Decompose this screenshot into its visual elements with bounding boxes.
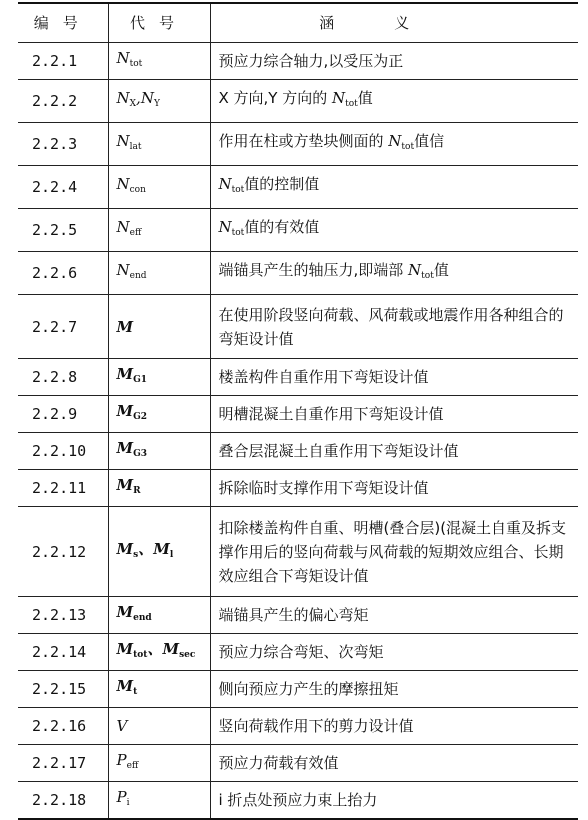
row-symbol <box>108 507 210 597</box>
symbol-letter: N <box>116 218 130 236</box>
symbol-subscript-2: Y <box>153 99 160 109</box>
table-row <box>18 209 578 252</box>
row-number: 2.2.6 <box>18 252 108 295</box>
symbol-letter: M <box>116 640 134 658</box>
row-meaning <box>210 470 578 507</box>
symbol-subscript: lat <box>129 142 142 152</box>
symbol-letter: P <box>116 788 127 806</box>
symbol-letter: M <box>116 539 134 558</box>
meaning-symbol-letter: N <box>218 175 232 193</box>
meaning-symbol-letter: N <box>408 261 422 279</box>
table-row <box>18 597 578 634</box>
meaning-text-a: 端锚具产生的轴压力,即端部 <box>218 261 409 279</box>
table-row <box>18 745 578 782</box>
row-meaning <box>210 745 578 782</box>
row-number: 2.2.15 <box>18 671 108 708</box>
symbol-subscript: G2 <box>133 412 148 422</box>
meaning-text: 拆除临时支撑作用下弯矩设计值 <box>218 479 429 497</box>
symbol-subscript: tot <box>129 59 143 69</box>
symbol-letter: M <box>116 603 134 621</box>
row-number: 2.2.10 <box>18 433 108 470</box>
symbol-letter: N <box>116 49 130 67</box>
row-meaning <box>210 507 578 597</box>
row-symbol <box>108 396 210 433</box>
meaning-text: 在使用阶段竖向荷载、风荷载或地震作用各种组合的弯矩设计值 <box>218 305 564 348</box>
symbol-subscript: end <box>133 613 152 623</box>
symbol-subscript-2: sec <box>179 650 196 660</box>
meaning-text: 明槽混凝土自重作用下弯矩设计值 <box>218 405 444 423</box>
row-meaning <box>210 359 578 396</box>
row-symbol <box>108 252 210 295</box>
meaning-symbol-subscript: tot <box>401 142 415 152</box>
row-meaning <box>210 80 578 123</box>
symbol-letter: N <box>116 89 130 107</box>
meaning-symbol-subscript: tot <box>421 271 434 281</box>
table-row <box>18 470 578 507</box>
symbol-subscript: t <box>133 687 138 697</box>
symbol-letter: N <box>116 132 130 150</box>
table-row <box>18 433 578 470</box>
row-number: 2.2.17 <box>18 745 108 782</box>
table-row <box>18 295 578 359</box>
meaning-text: 竖向荷载作用下的剪力设计值 <box>218 717 414 735</box>
row-meaning <box>210 597 578 634</box>
table-row <box>18 671 578 708</box>
table-row <box>18 782 578 820</box>
meaning-text: 楼盖构件自重作用下弯矩设计值 <box>218 368 429 386</box>
table-header-row <box>18 3 578 43</box>
row-meaning <box>210 209 578 252</box>
meaning-symbol <box>219 175 245 193</box>
row-number: 2.2.9 <box>18 396 108 433</box>
meaning-text: 端锚具产生的偏心弯矩 <box>218 606 369 624</box>
symbol-letter-2: M <box>153 539 170 558</box>
symbol-subscript: eff <box>126 761 139 771</box>
table-row <box>18 634 578 671</box>
meaning-symbol-letter: N <box>218 218 232 236</box>
row-number: 2.2.7 <box>18 295 108 359</box>
row-symbol <box>108 745 210 782</box>
row-meaning <box>210 634 578 671</box>
row-number: 2.2.4 <box>18 166 108 209</box>
row-number: 2.2.8 <box>18 359 108 396</box>
meaning-text: 扣除楼盖构件自重、明槽(叠合层)(混凝土自重及拆支撑作用后的竖向荷载与风荷载的短期效应组合、长期效应组合下弯矩设计值 <box>218 518 567 585</box>
symbol-letter: M <box>116 476 134 494</box>
header-number: 编号 <box>18 3 108 43</box>
meaning-text: 预应力荷载有效值 <box>218 754 339 772</box>
meaning-symbol-subscript: tot <box>345 99 358 109</box>
row-symbol <box>108 209 210 252</box>
table-row <box>18 80 578 123</box>
table-row <box>18 43 578 80</box>
row-number: 2.2.3 <box>18 123 108 166</box>
meaning-text-b: 值的控制值 <box>244 175 320 193</box>
symbol-subscript: G1 <box>133 375 148 385</box>
row-number: 2.2.11 <box>18 470 108 507</box>
row-meaning <box>210 166 578 209</box>
row-number: 2.2.18 <box>18 782 108 820</box>
row-meaning <box>210 671 578 708</box>
meaning-text: 预应力综合弯矩、次弯矩 <box>218 643 384 661</box>
symbol-subscript: R <box>133 486 141 496</box>
row-symbol <box>108 166 210 209</box>
row-symbol <box>108 782 210 820</box>
symbol-separator: 、 <box>147 640 163 658</box>
row-symbol <box>108 708 210 745</box>
symbol-letter: P <box>116 751 127 769</box>
symbol-subscript: X <box>129 99 137 109</box>
row-meaning <box>210 123 578 166</box>
symbol-separator: 、 <box>138 539 154 558</box>
meaning-symbol <box>219 218 245 236</box>
row-number: 2.2.12 <box>18 507 108 597</box>
row-meaning <box>210 433 578 470</box>
symbol-subscript: tot <box>133 650 148 660</box>
symbol-separator: , <box>136 89 141 107</box>
symbol-letter: M <box>116 317 134 336</box>
symbol-subscript: G3 <box>133 449 148 459</box>
meaning-text: i 折点处预应力束上抬力 <box>218 791 378 809</box>
row-number: 2.2.13 <box>18 597 108 634</box>
symbol-table <box>18 2 578 820</box>
header-meaning: 涵义 <box>210 3 578 43</box>
table-row <box>18 252 578 295</box>
symbol-letter: V <box>116 717 128 735</box>
meaning-text-a: 作用在柱或方垫块侧面的 <box>218 132 389 150</box>
row-symbol <box>108 470 210 507</box>
row-symbol <box>108 671 210 708</box>
meaning-symbol <box>332 89 358 107</box>
table-row <box>18 166 578 209</box>
meaning-text: 预应力综合轴力,以受压为正 <box>218 52 404 70</box>
meaning-symbol <box>408 261 434 279</box>
row-symbol <box>108 43 210 80</box>
symbol-subscript: s <box>133 549 139 560</box>
row-symbol <box>108 597 210 634</box>
row-meaning <box>210 252 578 295</box>
row-symbol <box>108 359 210 396</box>
symbol-letter: N <box>116 175 130 193</box>
meaning-symbol-subscript: tot <box>231 228 245 238</box>
symbol-letter: M <box>116 365 134 383</box>
row-number: 2.2.1 <box>18 43 108 80</box>
meaning-text-b: 值 <box>357 89 373 107</box>
symbol-letter-2: M <box>162 640 180 658</box>
symbol-letter: N <box>116 261 130 279</box>
row-symbol <box>108 295 210 359</box>
symbol-letter: M <box>116 439 134 457</box>
meaning-symbol-subscript: tot <box>231 185 245 195</box>
table-row <box>18 359 578 396</box>
symbol-letter-2: N <box>140 89 154 107</box>
symbol-subscript: i <box>126 798 130 808</box>
row-symbol <box>108 80 210 123</box>
table-row <box>18 396 578 433</box>
symbol-subscript: eff <box>129 228 142 238</box>
meaning-text-a: X 方向,Y 方向的 <box>218 89 333 107</box>
meaning-symbol-letter: N <box>332 89 346 107</box>
row-meaning <box>210 708 578 745</box>
meaning-text-b: 值 <box>433 261 449 279</box>
symbol-letter: M <box>116 402 134 420</box>
table-row <box>18 708 578 745</box>
symbol-letter: M <box>116 677 134 695</box>
symbol-subscript-2: l <box>169 549 174 560</box>
row-meaning <box>210 782 578 820</box>
meaning-text-b: 值的有效值 <box>244 218 320 236</box>
meaning-symbol <box>388 132 414 150</box>
symbol-subscript: end <box>129 271 147 281</box>
meaning-symbol-letter: N <box>388 132 402 150</box>
row-meaning <box>210 396 578 433</box>
header-symbol: 代号 <box>108 3 210 43</box>
meaning-text: 侧向预应力产生的摩擦扭矩 <box>218 680 399 698</box>
row-symbol <box>108 123 210 166</box>
row-number: 2.2.16 <box>18 708 108 745</box>
row-meaning <box>210 43 578 80</box>
row-number: 2.2.5 <box>18 209 108 252</box>
row-number: 2.2.14 <box>18 634 108 671</box>
row-number: 2.2.2 <box>18 80 108 123</box>
meaning-text-b: 值信 <box>414 132 445 150</box>
meaning-text: 叠合层混凝土自重作用下弯矩设计值 <box>218 442 459 460</box>
table-row <box>18 123 578 166</box>
row-symbol <box>108 634 210 671</box>
row-symbol <box>108 433 210 470</box>
table-row <box>18 507 578 597</box>
symbol-subscript: con <box>129 185 146 195</box>
row-meaning <box>210 295 578 359</box>
